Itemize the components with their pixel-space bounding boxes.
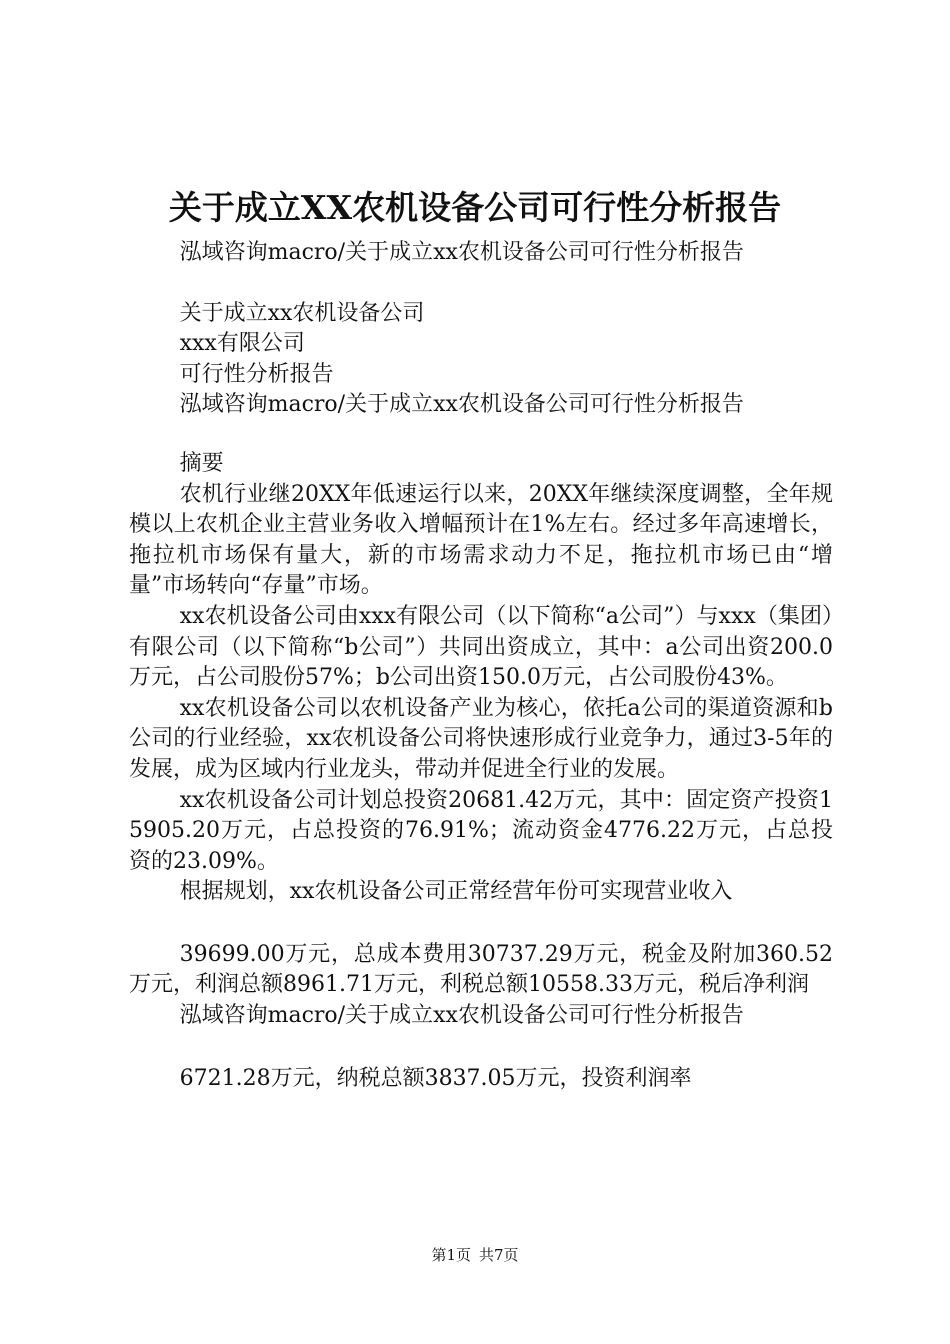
paragraph-strategy: xx农机设备公司以农机设备产业为核心，依托a公司的渠道资源和b公司的行业经验，xx农机设备公司将快速形成行业竞争力，通过3-5年的发展，成为区域内行业龙头，带动并促进全行业的发展。 bbox=[129, 695, 833, 782]
paragraph-shareholders: xx农机设备公司由xxx有限公司（以下简称“a公司”）与xxx（集团）有限公司（以下简称“b公司”）共同出资成立，其中：a公司出资200.0万元，占公司股份57%；b公司出资150.0万元，占公司股份43%。 bbox=[129, 603, 833, 691]
page-total: 共7页 bbox=[479, 1246, 519, 1264]
page-number: 第1页 bbox=[431, 1246, 471, 1264]
header-line-repeat: 泓域咨询macro/关于成立xx农机设备公司可行性分析报告 bbox=[179, 1003, 744, 1029]
paragraph-revenue-intro: 根据规划，xx农机设备公司正常经营年份可实现营业收入 bbox=[179, 879, 733, 905]
paragraph-tax-figures: 6721.28万元，纳税总额3837.05万元，投资利润率 bbox=[179, 1065, 692, 1091]
cover-line-owner: xxx有限公司 bbox=[179, 331, 305, 357]
abstract-heading: 摘要 bbox=[179, 450, 224, 476]
document-title: 关于成立XX农机设备公司可行性分析报告 bbox=[168, 188, 782, 227]
cover-line-report: 可行性分析报告 bbox=[179, 361, 334, 387]
paragraph-revenue-figures: 39699.00万元，总成本费用30737.29万元，税金及附加360.52万元，利润总额8961.71万元，利税总额10558.33万元，税后净利润 bbox=[129, 941, 833, 998]
cover-line-header: 泓域咨询macro/关于成立xx农机设备公司可行性分析报告 bbox=[179, 392, 744, 418]
paragraph-industry: 农机行业继20XX年低速运行以来，20XX年继续深度调整，全年规模以上农机企业主营业务收入增幅预计在1%左右。经过多年高速增长，拖拉机市场保有量大，新的市场需求动力不足，拖拉机市场已由“增量”市场转向“存量”市场。 bbox=[129, 481, 833, 599]
page-footer bbox=[0, 1244, 950, 1266]
document-body bbox=[129, 238, 833, 1094]
paragraph-investment: xx农机设备公司计划总投资20681.42万元，其中：固定资产投资15905.20万元，占总投资的76.91%；流动资金4776.22万元，占总投资的23.09%。 bbox=[129, 787, 833, 874]
header-line: 泓域咨询macro/关于成立xx农机设备公司可行性分析报告 bbox=[179, 240, 744, 265]
cover-line-company: 关于成立xx农机设备公司 bbox=[179, 300, 425, 326]
